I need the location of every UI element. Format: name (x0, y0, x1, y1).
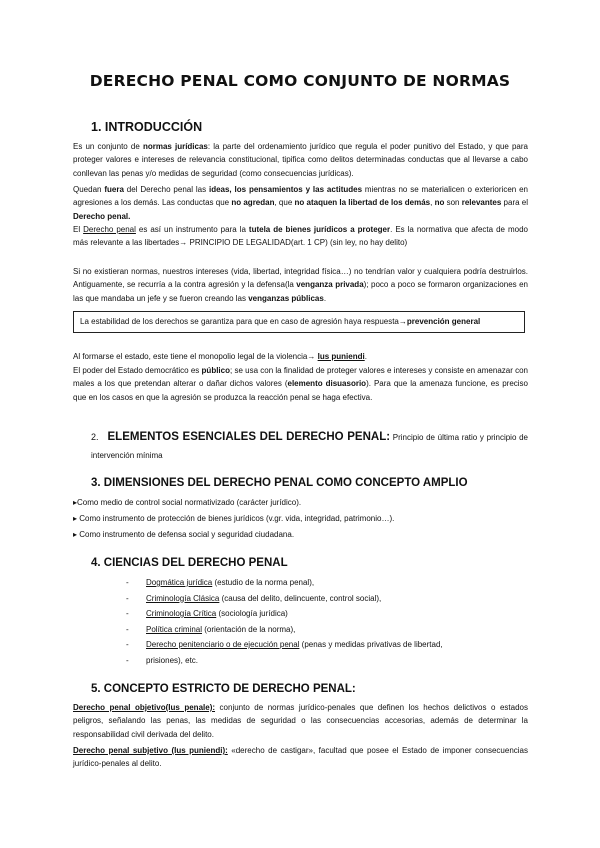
list-item: - Derecho penitenciario o de ejecución penal (penas y medidas privativas de libertad, (126, 637, 526, 653)
intro-paragraph-2: Quedan fuera del Derecho penal las ideas, los pensamientos y las actitudes mientras no se materialicen o exterioricen en agresiones a los demás. Las conductas que no agredan, que no ataquen la libertad de los demás, no son relevantes para el Derecho penal. (73, 185, 529, 221)
intro-paragraph-3: El Derecho penal es así un instrumento para la tutela de bienes jurídicos a proteger. Es la normativa que afecta de modo más relevante a las libertades→ PRINCIPIO DE LEGALIDAD(art. 1 CP) (sin ley, no hay delito) (73, 225, 528, 248)
dimension-item-3: ▸ Como instrumento de defensa social y seguridad ciudadana. (73, 530, 295, 539)
section-1-heading: 1. INTRODUCCIÓN (91, 120, 203, 134)
intro-paragraph-4: Si no existieran normas, nuestros intereses (vida, libertad, integridad física…) no tendrían valor y cualquiera podría destruirlos. Antiguamente, se recurría a la contra agresión y la defensa(la venganza privada); poco a poco se formaron organizaciones en las que mandaba un jefe y se fueron creando las venganzas públicas. (73, 267, 529, 303)
section-4-heading: 4. CIENCIAS DEL DERECHO PENAL (91, 557, 288, 569)
objective-definition: Derecho penal objetivo(Ius penale): conjunto de normas jurídico-penales que definen los hechos delictivos o estados peligros, señalando las penas, las medidas de seguridad o las consecuencias accesorias, además de determinar la responsabilidad civil derivada del delito. (73, 703, 529, 739)
list-item: - prisiones), etc. (126, 653, 526, 669)
section-2-heading: 2. ELEMENTOS ESENCIALES DEL DERECHO PENAL: Principio de última ratio y principio de intervención mínima (91, 431, 528, 460)
intro-paragraph-6: El poder del Estado democrático es público; se usa con la finalidad de proteger valores e intereses y consiste en amenazar con males a los que pretendan alterar o dañar dichos valores (elemento disuasorio). Para que la amenaza funcione, es preciso que en los casos en que la agresión se produzca la reacción penal se haga efectiva. (73, 366, 529, 402)
subjective-definition: Derecho penal subjetivo (Ius puniendi): «derecho de castigar», facultad que posee el Estado de imponer consecuencias jurídico-penales al delito. (73, 746, 528, 769)
dimension-item-2: ▸ Como instrumento de protección de bienes jurídicos (v.gr. vida, integridad, patrimonio…). (73, 514, 395, 523)
section-3-heading: 3. DIMENSIONES DEL DERECHO PENAL COMO CONCEPTO AMPLIO (91, 477, 468, 489)
list-item: - Criminología Crítica (sociología jurídica) (126, 606, 526, 622)
intro-paragraph-5: Al formarse el estado, este tiene el monopolio legal de la violencia→ Ius puniendi. (73, 352, 367, 361)
list-item: - Política criminal (orientación de la norma), (126, 622, 526, 638)
sciences-list (126, 575, 526, 668)
list-item: - Dogmática jurídica (estudio de la norma penal), (126, 575, 526, 591)
dimension-item-1: ▸Como medio de control social normativizado (carácter jurídico). (73, 498, 302, 507)
intro-paragraph-1: Es un conjunto de normas jurídicas: la parte del ordenamiento jurídico que regula el poder punitivo del Estado, y que para proteger valores e intereses de relevancia constitucional, tipifica como delitos determinadas conductas que al llevarse a cabo conllevan las penas y/o medidas de seguridad (como consecuencias jurídicas). (73, 142, 528, 178)
list-item: - Criminología Clásica (causa del delito, delincuente, control social), (126, 591, 526, 607)
section-5-heading: 5. CONCEPTO ESTRICTO DE DERECHO PENAL: (91, 683, 356, 695)
page-title: DERECHO PENAL COMO CONJUNTO DE NORMAS (89, 72, 511, 90)
prevention-box: La estabilidad de los derechos se garantiza para que en caso de agresión haya respuesta→prevención general (73, 311, 525, 333)
